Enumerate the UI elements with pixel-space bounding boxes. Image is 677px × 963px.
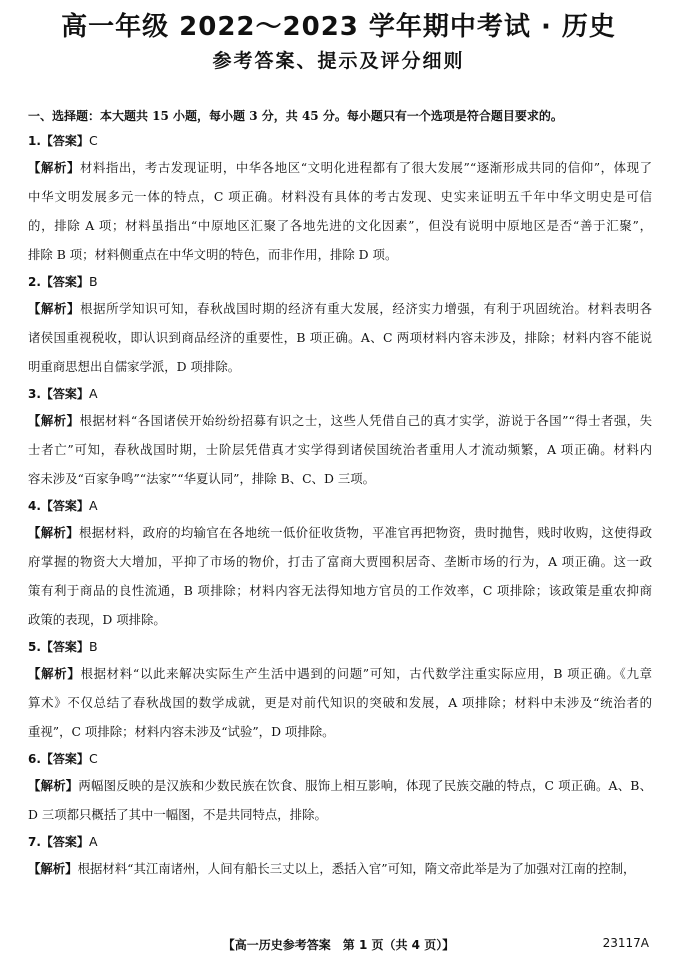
explanation-text: 容未涉及“百家争鸣”“法家”“华夏认同”，排除 B、C、D 三项。 — [28, 471, 375, 486]
explanation-text: 根据材料“以此来解决实际生产生活中遇到的问题”可知，古代数学注重实际应用，B 项正确。《九章 — [80, 666, 652, 681]
explanation — [28, 771, 652, 829]
explanation-line — [28, 352, 652, 381]
answer-letter: A — [88, 386, 98, 401]
explanation-line — [28, 659, 652, 688]
question-number: 5. — [28, 640, 41, 654]
explanation — [28, 659, 652, 746]
explanation-text: 根据材料“各国诸侯开始纷纷招募有识之士，这些人凭借自己的真才实学，游说于各国”“得士者强，失 — [79, 413, 652, 428]
explanation-text: 政策的表现，D 项排除。 — [28, 612, 166, 627]
explanation-line — [28, 688, 652, 717]
explanation-line — [28, 717, 652, 746]
question-number: 6. — [28, 752, 41, 766]
question-number: 4. — [28, 499, 41, 513]
explanation-text: 重视”，C 项排除；材料内容未涉及“试验”，D 项排除。 — [28, 724, 335, 739]
question-answer — [28, 128, 652, 153]
explanation-tag: 【解析】 — [28, 666, 81, 681]
page-title: 高一年级 2022～2023 学年期中考试 · 历史 — [61, 12, 616, 42]
answer-tag: 【答案】 — [40, 835, 89, 849]
question-answer — [28, 829, 652, 854]
question-number: 2. — [28, 275, 41, 289]
explanation-text: 策有利于商品的良性流通，B 项排除；材料内容无法得知地方官员的工作效率，C 项排除；该政策是重农抑商 — [28, 583, 652, 598]
answer-tag: 【答案】 — [40, 499, 89, 513]
explanation-line — [28, 182, 652, 211]
answer-tag: 【答案】 — [40, 134, 89, 148]
explanation-text: 根据材料，政府的均输官在各地统一低价征收货物，平准官再把物资，贵时抛售，贱时收购，这使得政 — [78, 525, 652, 540]
explanation-tag: 【解析】 — [28, 413, 80, 428]
explanation-line — [28, 576, 652, 605]
question-answer — [28, 381, 652, 406]
footer-page-label: 【高一历史参考答案 第 1 页（共 4 页）】 — [222, 938, 455, 952]
explanation-text: D 三项都只概括了其中一幅图，不是共同特点，排除。 — [28, 807, 327, 822]
question-answer — [28, 493, 652, 518]
answer-content — [28, 104, 652, 883]
question-answer — [28, 746, 652, 771]
explanation-line — [28, 294, 652, 323]
explanation-text: 诸侯国重视税收，即认识到商品经济的重要性，B 项正确。A、C 两项材料内容未涉及，排除；材料内容不能说 — [28, 330, 652, 345]
explanation-line — [28, 854, 652, 883]
explanation-line — [28, 153, 652, 182]
explanation-text: 的，排除 A 项；材料虽指出“中原地区汇聚了各地先进的文化因素”，但没有说明中原地区是否“善于汇聚”， — [28, 218, 652, 233]
answer-letter: B — [88, 274, 98, 289]
explanation-text: 两幅图反映的是汉族和少数民族在饮食、服饰上相互影响，体现了民族交融的特点，C 项正确。A、B、 — [78, 778, 652, 793]
explanation-tag: 【解析】 — [28, 861, 78, 876]
question-list — [28, 128, 652, 883]
footer-code: 23117A — [602, 936, 649, 950]
answer-tag: 【答案】 — [40, 752, 89, 766]
explanation-line — [28, 211, 652, 240]
answer-letter: C — [88, 751, 98, 766]
explanation-line — [28, 605, 652, 634]
explanation-tag: 【解析】 — [28, 160, 80, 175]
question-answer — [28, 269, 652, 294]
page-footer — [0, 936, 677, 954]
explanation-line — [28, 406, 652, 435]
explanation-line — [28, 771, 652, 800]
explanation — [28, 518, 652, 634]
explanation-line — [28, 800, 652, 829]
answer-letter: C — [88, 133, 98, 148]
explanation-text: 中华文明发展多元一体的特点，C 项正确。材料没有具体的考古发现、史实来证明五千年中华文明史是可信 — [28, 189, 652, 204]
explanation-text: 明重商思想出自儒家学派，D 项排除。 — [28, 359, 241, 374]
explanation-tag: 【解析】 — [28, 778, 79, 793]
section-heading: 一、选择题：本大题共 15 小题，每小题 3 分，共 45 分。每小题只有一个选项是符合题目要求的。 — [28, 109, 563, 123]
explanation-text: 根据材料“其江南诸州，人间有船长三丈以上，悉括入官”可知，隋文帝此举是为了加强对江南的控制， — [77, 861, 636, 876]
explanation — [28, 153, 652, 269]
answer-tag: 【答案】 — [40, 387, 89, 401]
answer-letter: B — [88, 639, 98, 654]
answer-letter: A — [88, 498, 98, 513]
explanation-tag: 【解析】 — [28, 525, 79, 540]
question-number: 3. — [28, 387, 41, 401]
explanation-text: 算术》不仅总结了春秋战国的数学成就，更是对前代知识的突破和发展，A 项排除；材料中未涉及“统治者的 — [28, 695, 652, 710]
explanation-line — [28, 464, 652, 493]
question-number: 1. — [28, 134, 41, 148]
explanation-line — [28, 323, 652, 352]
explanation-text: 士者亡”可知，春秋战国时期，士阶层凭借真才实学得到诸侯国统治者重用人才流动频繁，A 项正确。材料内 — [28, 442, 652, 457]
answer-tag: 【答案】 — [40, 640, 89, 654]
explanation-text: 排除 B 项；材料侧重点在中华文明的特色，而非作用，排除 D 项。 — [28, 247, 398, 262]
explanation — [28, 294, 652, 381]
explanation — [28, 854, 652, 883]
explanation-line — [28, 240, 652, 269]
explanation-line — [28, 547, 652, 576]
explanation — [28, 406, 652, 493]
explanation-text: 根据所学知识可知，春秋战国时期的经济有重大发展，经济实力增强，有利于巩固统治。材料表明各 — [80, 301, 652, 316]
explanation-text: 府掌握的物资大大增加，平抑了市场的物价，打击了富商大贾囤积居奇、垄断市场的行为，A 项正确。这一政 — [28, 554, 652, 569]
explanation-line — [28, 435, 652, 464]
page-subtitle: 参考答案、提示及评分细则 — [212, 50, 465, 72]
explanation-text: 材料指出，考古发现证明，中华各地区“文明化进程都有了很大发展”“逐渐形成共同的信仰”，体现了 — [79, 160, 652, 175]
explanation-line — [28, 518, 652, 547]
answer-letter: A — [88, 834, 98, 849]
question-number: 7. — [28, 835, 41, 849]
question-answer — [28, 634, 652, 659]
explanation-tag: 【解析】 — [28, 301, 81, 316]
answer-tag: 【答案】 — [40, 275, 89, 289]
